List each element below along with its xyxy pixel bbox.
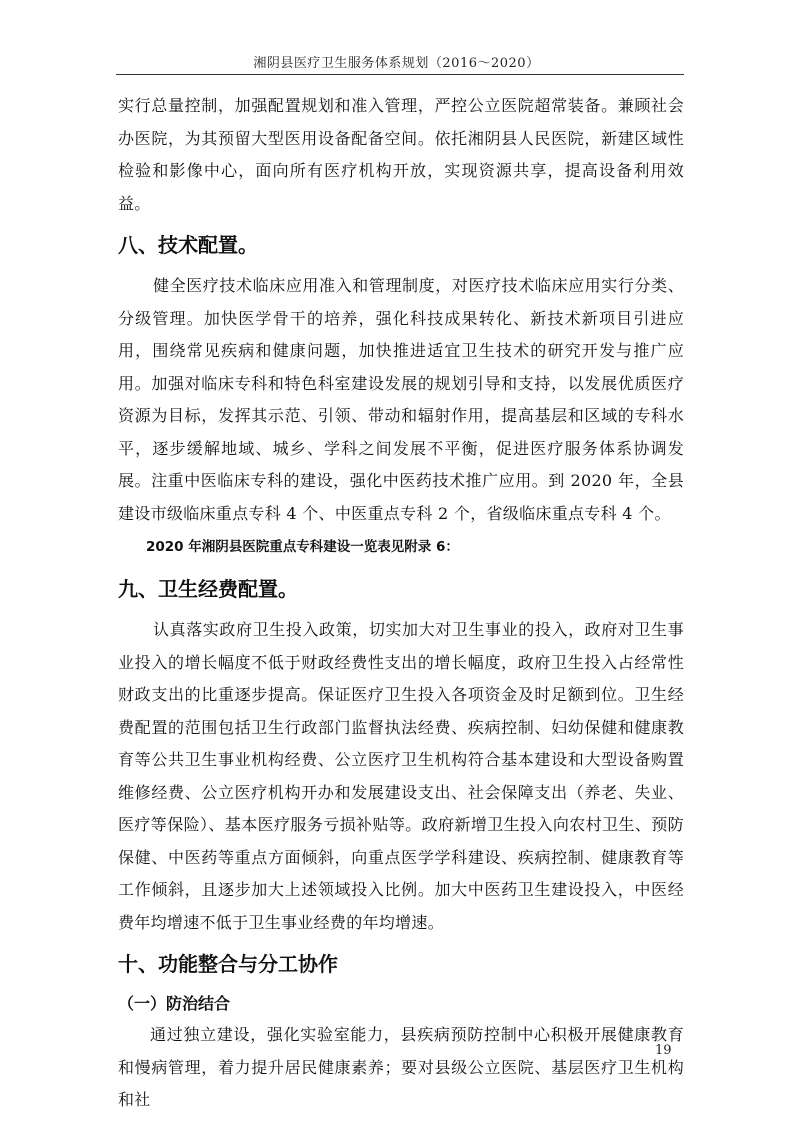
intro-paragraph: 实行总量控制，加强配置规划和准入管理，严控公立医院超常装备。兼顾社会办医院，为其预留大型医用设备配备空间。依托湘阴县人民医院，新建区域性检验和影像中心，面向所有医疗机构开放，实现资源共享，提高设备利用效益。 [118, 96, 684, 213]
section-9-heading: 九、卫生经费配置。 [118, 577, 298, 601]
page-content [118, 90, 684, 1117]
section-8-heading: 八、技术配置。 [118, 233, 258, 257]
section-10-heading: 十、功能整合与分工协作 [118, 952, 338, 976]
section-8-paragraph: 健全医疗技术临床应用准入和管理制度，对医疗技术临床应用实行分类、分级管理。加快医学骨干的培养，强化科技成果转化、新技术新项目引进应用，围绕常见疾病和健康问题，加快推进适宜卫生技术的研究开发与推广应用。加强对临床专科和特色科室建设发展的规划引导和支持，以发展优质医疗资源为目标，发挥其示范、引领、带动和辐射作用，提高基层和区域的专科水平，逐步缓解地域、城乡、学科之间发展不平衡，促进医疗服务体系协调发展。注重中医临床专科的建设，强化中医药技术推广应用。到 2020 年，全县建设市级临床重点专科 4 个、中医重点专科 2 个，省级临床重点专科 4 个。 [118, 276, 684, 523]
running-header: 湘阴县医疗卫生服务体系规划（2016～2020） [253, 56, 540, 71]
section-9-paragraph: 认真落实政府卫生投入政策，切实加大对卫生事业的投入，政府对卫生事业投入的增长幅度不低于财政经费性支出的增长幅度，政府卫生投入占经常性财政支出的比重逐步提高。保证医疗卫生投入各项资金及时足额到位。卫生经费配置的范围包括卫生行政部门监督执法经费、疾病控制、妇幼保健和健康教育等公共卫生事业机构经费、公立医疗卫生机构符合基本建设和大型设备购置维修经费、公立医疗机构开办和发展建设支出、社会保障支出（养老、失业、医疗等保险）、基本医疗服务亏损补贴等。政府新增卫生投入向农村卫生、预防保健、中医药等重点方面倾斜，向重点医学学科建设、疾病控制、健康教育等工作倾斜，且逐步加大上述领域投入比例。加大中医药卫生建设投入，中医经费年均增速不低于卫生事业经费的年均增速。 [118, 620, 684, 932]
appendix-note: 2020 年湘阴县医院重点专科建设一览表见附录 6： [146, 539, 459, 555]
header-rule [116, 74, 684, 75]
subsection-heading: （一）防治结合 [118, 994, 231, 1013]
page-number: 19 [655, 1043, 672, 1058]
section-10-paragraph: 通过独立建设，强化实验室能力，县疾病预防控制中心积极开展健康教育和慢病管理，着力提升居民健康素养；要对县级公立医院、基层医疗卫生机构和社 [118, 1025, 684, 1109]
